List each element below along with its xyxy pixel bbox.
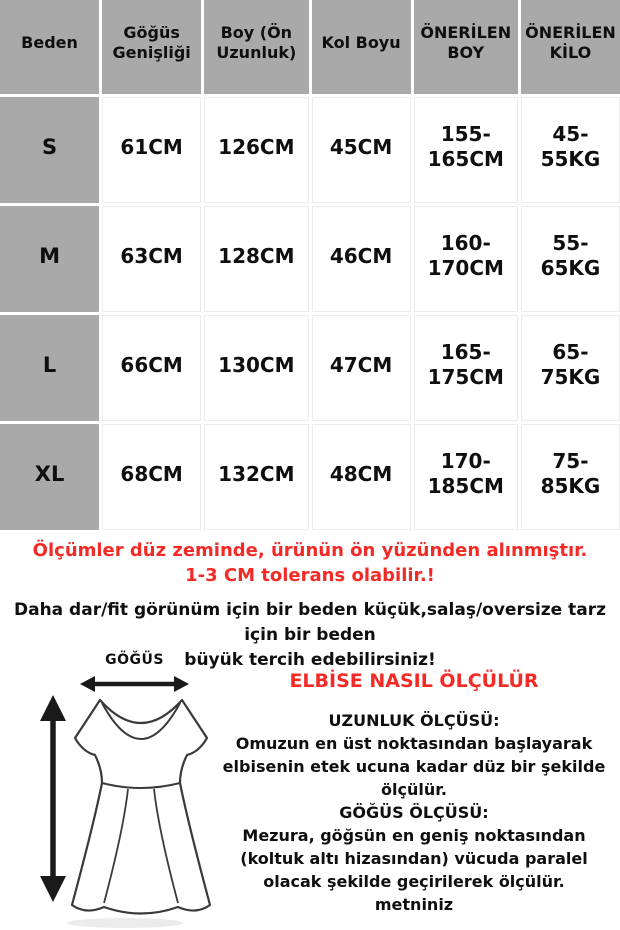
dress-outline <box>72 700 210 914</box>
cell-s-onerilen-kilo: 45-55KG <box>521 97 620 203</box>
row-label-l: L <box>0 315 99 421</box>
cell-s-kol: 45CM <box>312 97 411 203</box>
cell-s-boy: 126CM <box>204 97 308 203</box>
cell-xl-onerilen-kilo: 75-85KG <box>521 424 620 530</box>
length-arrow <box>40 695 66 902</box>
chest-measure-body: Mezura, göğsün en geniş noktasından (koltuk altı hizasından) vücuda paralel olacak şekilde geçirilerek ölçülür. <box>240 826 588 891</box>
cell-m-onerilen-kilo: 55-65KG <box>521 206 620 312</box>
cell-m-boy: 128CM <box>204 206 308 312</box>
cell-m-gogus: 63CM <box>102 206 201 312</box>
cell-l-onerilen-kilo: 65-75KG <box>521 315 620 421</box>
how-to-measure-title: ELBİSE NASIL ÖLÇÜLÜR <box>289 670 539 692</box>
cell-l-gogus: 66CM <box>102 315 201 421</box>
how-to-measure <box>210 669 618 916</box>
col-header-onerilen-boy: ÖNERİLEN BOY <box>414 0 518 94</box>
cell-s-gogus: 61CM <box>102 97 201 203</box>
cell-xl-onerilen-boy: 170-185CM <box>414 424 518 530</box>
cell-xl-kol: 48CM <box>312 424 411 530</box>
cell-m-kol: 46CM <box>312 206 411 312</box>
length-measure-title: UZUNLUK ÖLÇÜSÜ: <box>328 711 500 730</box>
dress-measurement-diagram <box>30 643 230 930</box>
row-label-m: M <box>0 206 99 312</box>
cell-xl-gogus: 68CM <box>102 424 201 530</box>
chest-width-arrow <box>80 676 189 692</box>
col-header-boy: Boy (Ön Uzunluk) <box>204 0 308 94</box>
cell-l-boy: 130CM <box>204 315 308 421</box>
footer-text: metniniz <box>374 895 454 914</box>
dress-shadow <box>67 918 183 928</box>
fit-advice-line-2: büyük tercih edebilirsiniz! <box>184 650 436 670</box>
col-header-beden: Beden <box>0 0 99 94</box>
cell-s-onerilen-boy: 155-165CM <box>414 97 518 203</box>
col-header-gogus: Göğüs Genişliği <box>102 0 201 94</box>
fit-advice-line-1: Daha dar/fit görünüm için bir beden küçük,salaş/oversize tarz için bir beden <box>13 600 606 645</box>
measurement-disclaimer <box>0 538 620 588</box>
cell-l-kol: 47CM <box>312 315 411 421</box>
row-label-s: S <box>0 97 99 203</box>
row-label-xl: XL <box>0 424 99 530</box>
cell-l-onerilen-boy: 165-175CM <box>414 315 518 421</box>
cell-xl-boy: 132CM <box>204 424 308 530</box>
chest-measure-label: GÖĞÜS <box>105 652 164 668</box>
cell-m-onerilen-boy: 160-170CM <box>414 206 518 312</box>
chest-measure-title: GÖĞÜS ÖLÇÜSÜ: <box>339 803 489 822</box>
length-measure-body: Omuzun en üst noktasından başlayarak elbisenin etek ucuna kadar düz bir şekilde ölçülür. <box>222 734 606 799</box>
disclaimer-line-2: 1-3 CM tolerans olabilir.! <box>185 565 435 586</box>
col-header-kol: Kol Boyu <box>312 0 411 94</box>
col-header-onerilen-kilo: ÖNERİLEN KİLO <box>521 0 620 94</box>
disclaimer-line-1: Ölçümler düz zeminde, ürünün ön yüzünden alınmıştır. <box>32 540 588 561</box>
